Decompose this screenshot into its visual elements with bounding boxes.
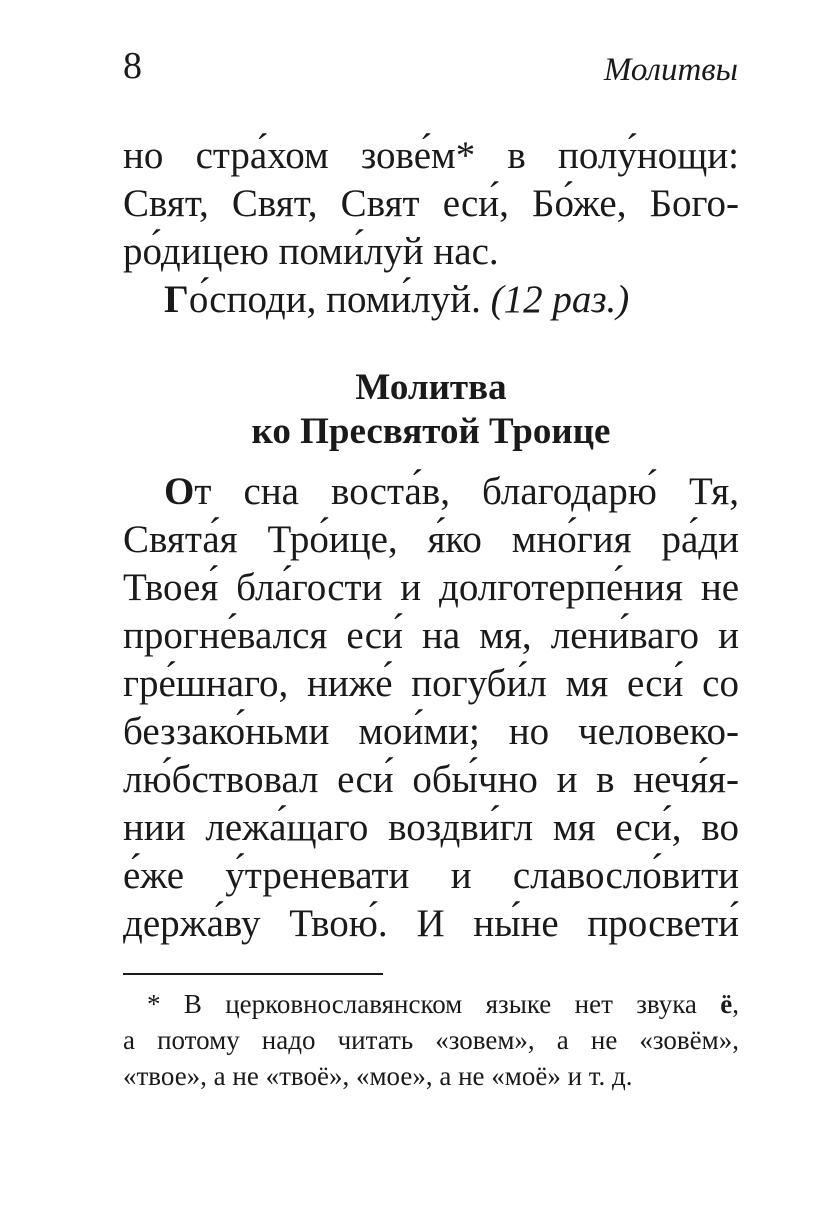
footnote: [123, 986, 739, 1094]
text-line: прогне́вался еси́ на мя, лени́ваго и: [123, 614, 739, 657]
first-line: [123, 468, 739, 516]
footnote-bold-letter: ё: [720, 989, 733, 1019]
prayer-title: [123, 366, 739, 454]
footnote-divider: [123, 973, 383, 975]
text-line: но стра́хом зове́м* в полу́нощи:: [123, 134, 739, 177]
rubric: (12 раз.): [490, 278, 630, 321]
prayer-title-line2: ко Пресвятой Троице: [251, 411, 611, 452]
footnote-text: * В церковнославянском языке нет звука: [147, 989, 721, 1019]
dropcap: Г: [164, 278, 189, 321]
continuation-text: [123, 132, 739, 324]
footnote-line: [123, 986, 739, 1022]
text-line: держа́ву Твою́. И ны́не просвети́: [123, 902, 739, 945]
text-line: Свят, Свят, Свят еси́, Бо́же, Бого-: [123, 182, 739, 225]
text-line: Твоея́ бла́гости и долготерпе́ния не: [123, 566, 739, 609]
prayer-text: [123, 468, 739, 948]
text-line: ро́дицею поми́луй нас.: [123, 230, 499, 273]
text-line: е́же у́треневати и славосло́вити: [123, 854, 739, 897]
text-line: беззако́ньми мои́ми; но человеко-: [123, 710, 739, 753]
footnote-line: а потому надо читать «зовем», а не «зовём»,: [123, 1025, 739, 1055]
footnote-line: «твое», а не «твоё», «мое», а не «моё» и т. д.: [123, 1061, 633, 1091]
prayer-title-line1: Молитва: [355, 367, 507, 408]
text-line: Свята́я Тро́ице, я́ко мно́гия ра́ди: [123, 518, 739, 561]
text-line: гре́шнаго, ниже́ погуби́л мя еси́ со: [123, 662, 739, 705]
text-line: лю́бствовал еси́ обы́чно и в нечя́я-: [123, 758, 739, 801]
page-number: 8: [123, 45, 142, 87]
text-line: нии лежа́щаго воздви́гл мя еси́, во: [123, 806, 739, 849]
footnote-text: ,: [732, 989, 739, 1019]
dropcap: О: [164, 470, 195, 513]
running-head: Молитвы: [603, 52, 738, 88]
response-text: о́споди, поми́луй.: [188, 278, 491, 321]
response-line: [123, 276, 739, 324]
first-line-text: т сна воста́в, благодарю́ Тя,: [194, 470, 739, 513]
